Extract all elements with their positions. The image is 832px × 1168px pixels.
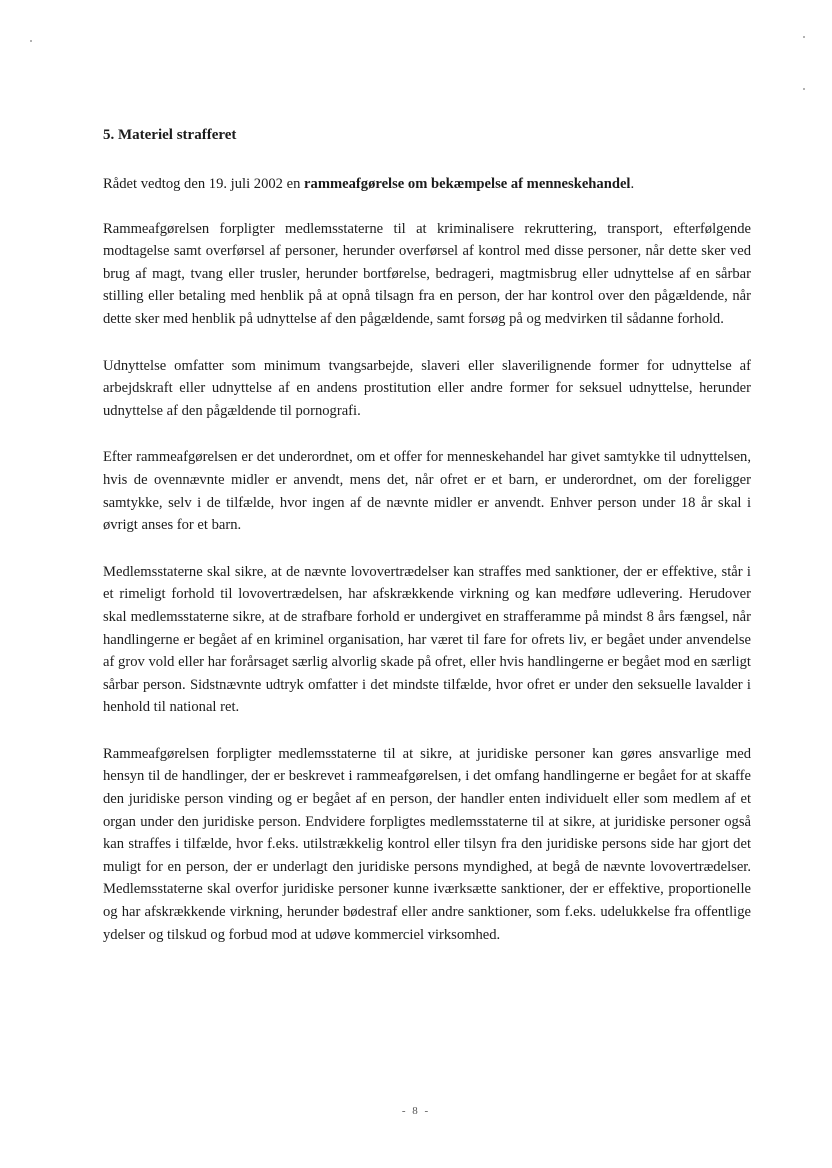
scan-speck <box>803 88 805 90</box>
scan-speck <box>30 40 32 42</box>
intro-text-before: Rådet vedtog den 19. juli 2002 en <box>103 176 305 192</box>
intro-bold-title: rammeafgørelse om bekæmpelse af menneskehandel <box>304 176 631 192</box>
scan-speck <box>803 36 805 38</box>
paragraph-exploitation: Udnyttelse omfatter som minimum tvangsarbejde, slaveri eller slaverilignende former for udnyttelse af arbejdskraft eller udnyttelse af en andens prostitution eller andre former for seksuel udnyttelse, herunder udnyttelse af den pågældende til pornografi. <box>103 357 751 419</box>
paragraph-consent: Efter rammeafgørelsen er det underordnet, om et offer for menneskehandel har givet samtykke til udnyttelsen, hvis de ovennævnte midler er anvendt, mens det, når ofret er et barn, er underordnet, om der foreligger samtykke, selv i de tilfælde, hvor ingen af de nævnte midler er anvendt. Enhver person under 18 år skal i øvrigt anses for et barn. <box>103 449 751 534</box>
paragraph-legal-persons: Rammeafgørelsen forpligter medlemsstaterne til at sikre, at juridiske personer kan gøres ansvarlige med hensyn til de handlinger, der er beskrevet i rammeafgørelsen, i det omfang handlingerne er begået for at skaffe den juridiske person vinding og er begået af en person, der handler enten individuelt eller som medlem af et organ under den juridiske person. Endvidere forpligtes medlemsstaterne til at sikre, at juridiske personer også kan straffes i tilfælde, hvor f.eks. utilstrækkelig kontrol eller tilsyn fra den juridiske persons side har gjort det muligt for en person, der er underlagt den juridiske persons myndighed, at begå de nævnte lovovertrædelser. Medlemsstaterne skal overfor juridiske personer kunne iværksætte sanktioner, der er effektive, proportionelle og har afskrækkende virkning, herunder bødestraf eller andre sanktioner, som f.eks. udelukkelse fra offentlige ydelser og tilskud og forbud mod at udøve kommerciel virksomhed. <box>103 745 751 943</box>
intro-text-after: . <box>630 176 635 192</box>
paragraph-sanctions: Medlemsstaterne skal sikre, at de nævnte lovovertrædelser kan straffes med sanktioner, der er effektive, står i et rimeligt forhold til lovovertrædelsen, har afskrækkende virkning og kan medføre udlevering. Herudover skal medlemsstaterne sikre, at de strafbare forhold er undergivet en strafferamme på mindst 8 års fængsel, når handlingerne er begået af en kriminel organisation, har været til fare for ofrets liv, er begået under anvendelse af grov vold eller har forårsaget særlig alvorlig skade på ofret, eller hvis handlingerne er begået mod en særligt sårbar person. Sidstnævnte udtryk omfatter i det mindste tilfælde, hvor ofret er under den seksuelle lavalder i henhold til national ret. <box>103 563 751 716</box>
section-heading: 5. Materiel strafferet <box>103 127 237 143</box>
paragraph-criminalisation: Rammeafgørelsen forpligter medlemsstaterne til at kriminalisere rekruttering, transport, efterfølgende modtagelse samt overførsel af personer, herunder overførsel af kontrol med disse personer, når dette sker ved brug af magt, tvang eller trusler, herunder bortførelse, bedrageri, magtmisbrug eller udnyttelse af en sårbar stilling eller betaling med henblik på at opnå tilsagn fra en person, der har kontrol over den pågældende, når dette sker med henblik på udnyttelse af den pågældende, samt forsøg på og medvirken til sådanne forhold. <box>103 220 751 327</box>
page-number: - 8 - <box>401 1105 431 1117</box>
intro-paragraph <box>103 173 751 196</box>
document-body <box>103 126 751 970</box>
